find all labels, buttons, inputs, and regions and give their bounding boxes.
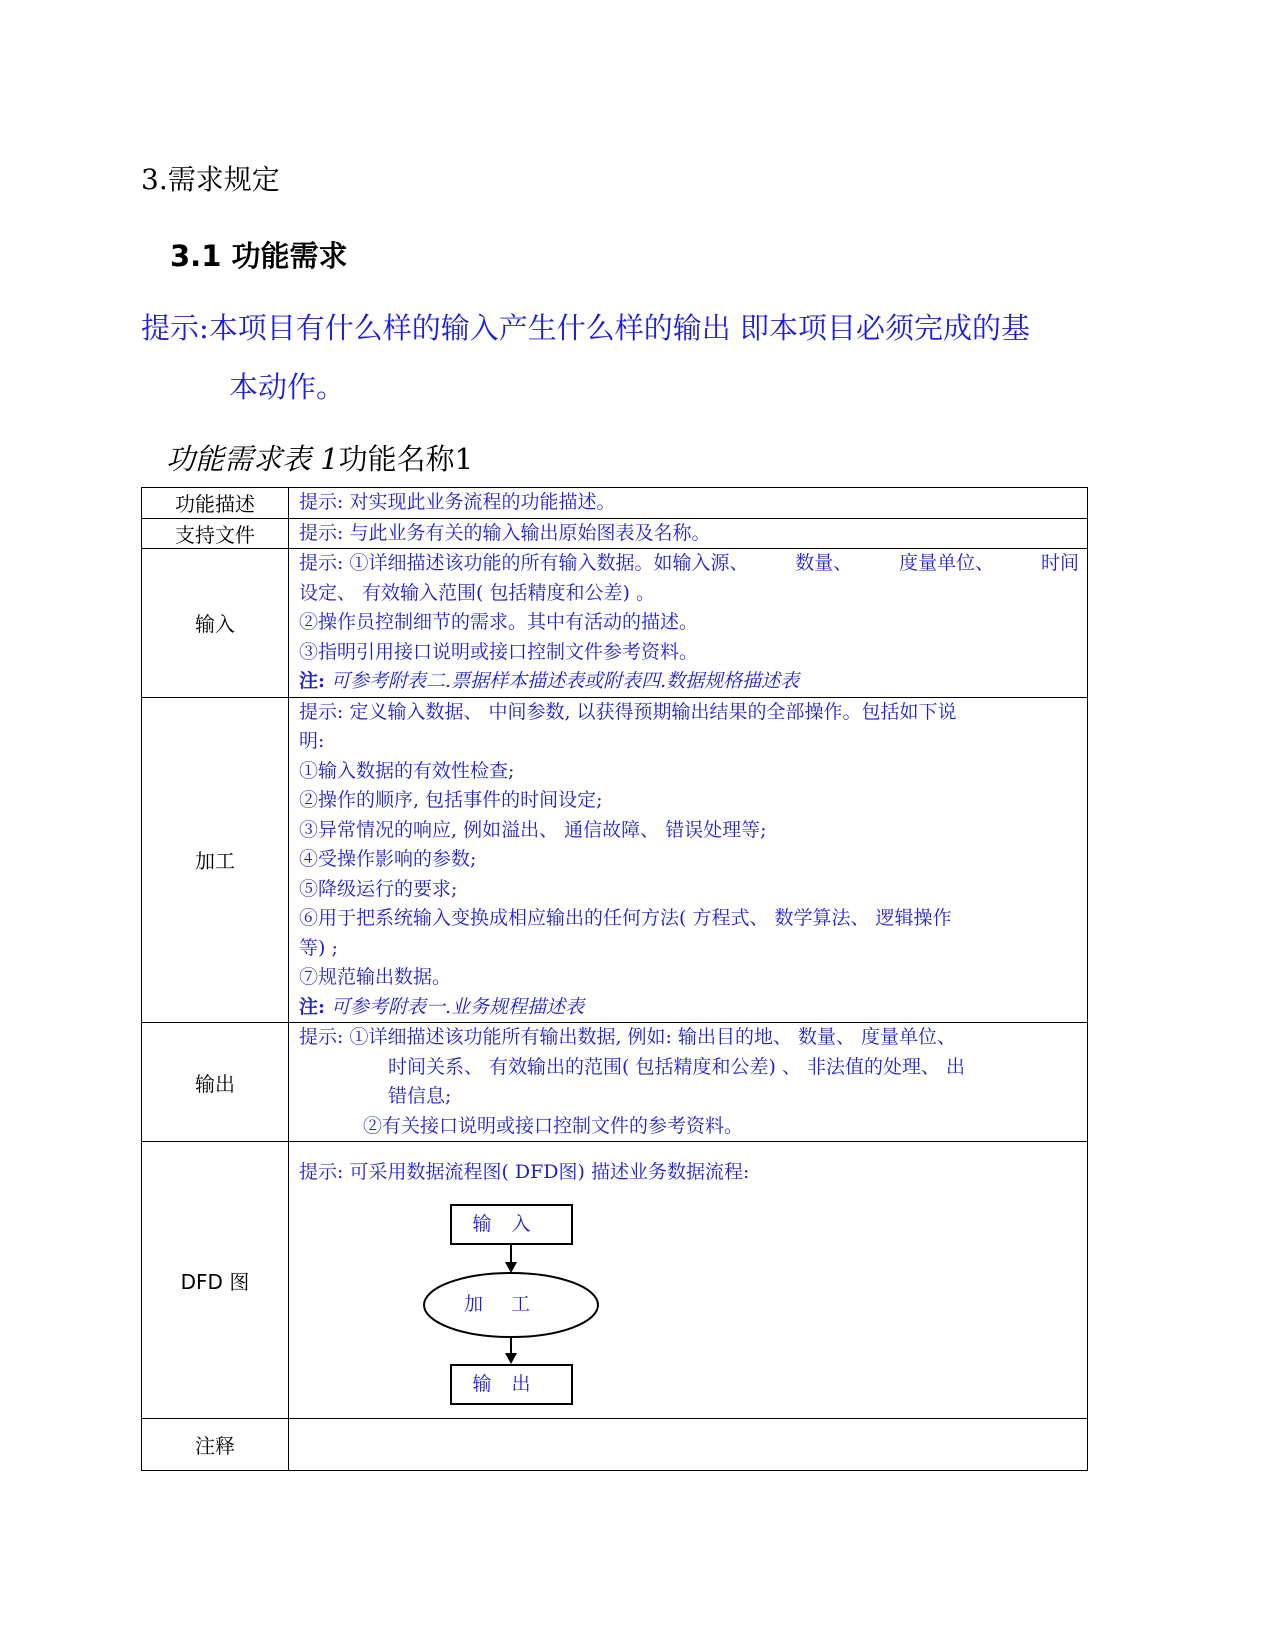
content-line: ②操作员控制细节的需求。其中有活动的描述。: [299, 611, 699, 633]
flow-process-label: 加工: [463, 1293, 558, 1315]
content-fragment: 度量单位、: [899, 552, 995, 574]
row-label-output: 输出: [142, 1023, 289, 1142]
note-text: 可参考附表一.业务规程描述表: [325, 995, 585, 1018]
flow-input-box: 输入: [450, 1204, 573, 1245]
note-text: 可参考附表二.票据样本描述表或附表四.数据规格描述表: [325, 670, 800, 692]
arrowhead-2: [505, 1353, 517, 1364]
arrowhead-1: [505, 1262, 517, 1273]
content-line: ②操作的顺序, 包括事件的时间设定;: [299, 789, 603, 811]
content-line: ①输入数据的有效性检查;: [299, 759, 515, 782]
table-row: [142, 1142, 1088, 1419]
table-caption: [166, 439, 473, 479]
content-line: 明:: [299, 730, 325, 752]
section-heading: 3.需求规定: [141, 163, 280, 196]
row-label-dfd: DFD 图: [142, 1142, 289, 1419]
content-line: ③指明引用接口说明或接口控制文件参考资料。: [299, 640, 699, 663]
content-line: 提示: 与此业务有关的输入输出原始图表及名称。: [299, 521, 711, 544]
row-label-process: 加工: [142, 697, 289, 1023]
note-label: 注:: [299, 995, 326, 1018]
row-content-remarks: [289, 1419, 1088, 1471]
content-line: ⑤降级运行的要求;: [299, 877, 458, 900]
content-note: [299, 993, 1087, 1023]
content-note: [299, 667, 1087, 697]
content-line: 设定、 有效输入范围( 包括精度和公差) 。: [299, 581, 655, 604]
table-row: [142, 697, 1088, 1023]
caption-italic: 功能需求表 1: [166, 442, 339, 476]
note-label: 注:: [299, 670, 326, 692]
content-line: 等) ;: [299, 936, 338, 959]
content-line: ⑥用于把系统输入变换成相应输出的任何方法( 方程式、 数学算法、 逻辑操作: [299, 907, 952, 929]
content-line: ③异常情况的响应, 例如溢出、 通信故障、 错误处理等;: [299, 818, 767, 841]
content-fragment: 时间: [1040, 552, 1079, 574]
content-line: 提示: 对实现此业务流程的功能描述。: [299, 491, 616, 513]
flow-output-box: 输出: [450, 1364, 573, 1405]
table-row: [142, 549, 1088, 698]
row-content-support-files: [289, 518, 1088, 549]
caption-name: 功能名称1: [338, 442, 474, 476]
row-content-output: [289, 1023, 1088, 1142]
hint-line-1: 提示:本项目有什么样的输入产生什么样的输出 即本项目必须完成的基: [141, 311, 1030, 345]
content-line: ②有关接口说明或接口控制文件的参考资料。: [363, 1114, 744, 1137]
row-label-input: 输入: [142, 549, 289, 698]
row-content-dfd: [289, 1142, 1088, 1419]
content-line: 时间关系、 有效输出的范围( 包括精度和公差) 、 非法值的处理、 出: [388, 1055, 966, 1078]
table-row: [142, 1419, 1088, 1471]
row-content-function-desc: [289, 488, 1088, 519]
table-row: [142, 488, 1088, 519]
content-fragment: 数量、: [795, 552, 853, 574]
dfd-diagram: [289, 1142, 1088, 1419]
row-label-support-files: 支持文件: [142, 518, 289, 549]
content-line: 提示: ①详细描述该功能所有输出数据, 例如: 输出目的地、 数量、 度量单位、: [299, 1026, 957, 1048]
table-row: [142, 1023, 1088, 1142]
content-line: 提示: 定义输入数据、 中间参数, 以获得预期输出结果的全部操作。包括如下说: [299, 700, 957, 723]
row-content-input: [289, 549, 1088, 698]
subsection-heading: 3.1 功能需求: [170, 239, 348, 273]
content-line: 提示: 可采用数据流程图( DFD图) 描述业务数据流程:: [299, 1161, 750, 1183]
content-line: ④受操作影响的参数;: [299, 848, 477, 870]
row-label-remarks: 注释: [142, 1419, 289, 1471]
content-line: ⑦规范输出数据。: [299, 966, 452, 988]
hint-line-2: 本动作。: [229, 370, 346, 404]
content-line: [299, 549, 1087, 579]
function-requirement-table: [141, 487, 1088, 1471]
row-content-process: [289, 697, 1088, 1023]
row-label-function-desc: 功能描述: [142, 488, 289, 519]
flow-arrows: [289, 1142, 1088, 1419]
table-row: [142, 518, 1088, 549]
content-line: 错信息;: [388, 1085, 452, 1107]
content-fragment: 提示: ①详细描述该功能的所有输入数据。如输入源、: [299, 552, 749, 574]
